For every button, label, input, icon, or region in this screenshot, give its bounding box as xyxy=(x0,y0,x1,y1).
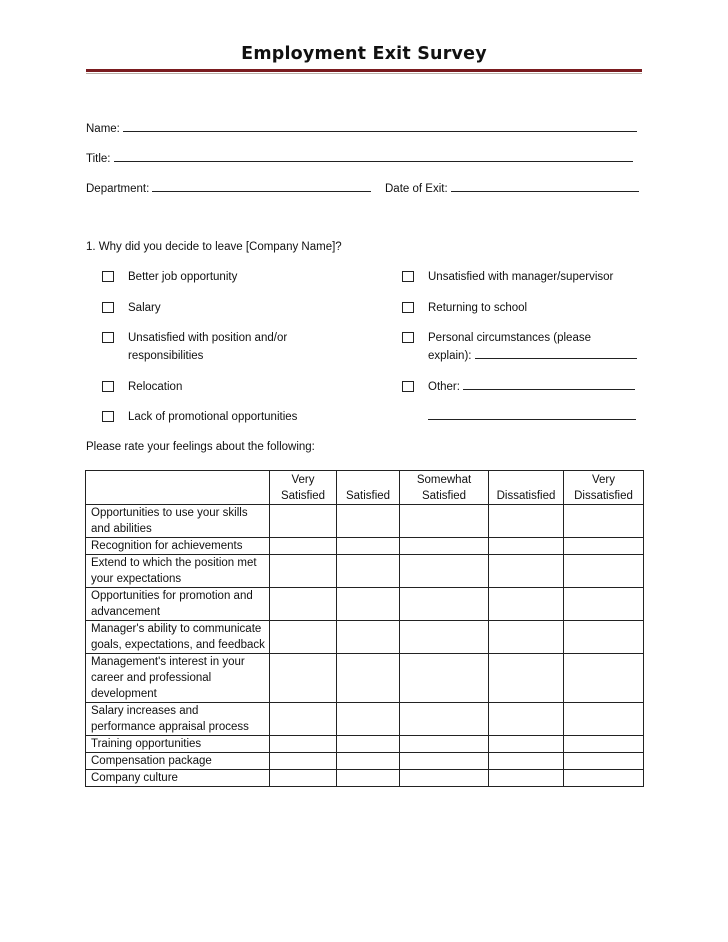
rating-cell[interactable] xyxy=(337,555,400,588)
table-row xyxy=(86,538,644,555)
rating-cell[interactable] xyxy=(564,753,644,770)
rating-cell[interactable] xyxy=(337,538,400,555)
option-salary: Salary xyxy=(128,302,161,314)
row-label: Compensation package xyxy=(86,753,270,770)
checkbox-unsatisfied-position[interactable] xyxy=(102,332,114,343)
row-label: Recognition for achievements xyxy=(86,538,270,555)
checkbox-lack-promotion[interactable] xyxy=(102,411,114,422)
option-personal-circumstances xyxy=(428,329,637,365)
department-field xyxy=(86,181,371,195)
rating-cell[interactable] xyxy=(337,654,400,703)
rating-cell[interactable] xyxy=(400,555,489,588)
rating-header-blank xyxy=(86,471,270,505)
rating-cell[interactable] xyxy=(489,736,564,753)
option-relocation: Relocation xyxy=(128,381,183,393)
rating-cell[interactable] xyxy=(400,736,489,753)
rating-cell[interactable] xyxy=(489,770,564,787)
table-row xyxy=(86,736,644,753)
rating-cell[interactable] xyxy=(489,621,564,654)
option-unsatisfied-manager: Unsatisfied with manager/supervisor xyxy=(428,271,614,283)
col-satisfied: Satisfied xyxy=(337,471,400,505)
rating-cell[interactable] xyxy=(337,505,400,538)
rating-cell[interactable] xyxy=(270,538,337,555)
checkbox-better-job[interactable] xyxy=(102,271,114,282)
title-rule xyxy=(86,69,642,72)
rating-cell[interactable] xyxy=(337,770,400,787)
option-better-job: Better job opportunity xyxy=(128,271,238,283)
option-personal-circumstances-line1: Personal circumstances (please xyxy=(428,332,591,344)
title-input-line[interactable] xyxy=(114,151,633,162)
rating-cell[interactable] xyxy=(489,703,564,736)
title-field xyxy=(86,151,633,165)
rating-cell[interactable] xyxy=(489,555,564,588)
title-rule-thin xyxy=(86,73,642,74)
option-unsatisfied-position-line1: Unsatisfied with position and/or xyxy=(128,332,288,344)
col-very-dissatisfied: Very Dissatisfied xyxy=(564,471,644,505)
department-label: Department: xyxy=(86,183,150,195)
rating-cell[interactable] xyxy=(270,588,337,621)
rating-cell[interactable] xyxy=(400,505,489,538)
option-other xyxy=(428,378,635,396)
row-label: Company culture xyxy=(86,770,270,787)
rating-cell[interactable] xyxy=(270,621,337,654)
department-input-line[interactable] xyxy=(152,181,371,192)
rating-cell[interactable] xyxy=(489,753,564,770)
rating-cell[interactable] xyxy=(337,736,400,753)
rating-cell[interactable] xyxy=(337,703,400,736)
rating-cell[interactable] xyxy=(270,703,337,736)
col-somewhat-satisfied: Somewhat Satisfied xyxy=(400,471,489,505)
option-lack-promotion: Lack of promotional opportunities xyxy=(128,411,298,423)
table-row xyxy=(86,770,644,787)
rating-cell[interactable] xyxy=(564,654,644,703)
option-unsatisfied-position-line2: responsibilities xyxy=(128,350,204,362)
rating-cell[interactable] xyxy=(489,588,564,621)
table-row xyxy=(86,505,644,538)
rating-cell[interactable] xyxy=(564,703,644,736)
name-field xyxy=(86,121,637,135)
rating-cell[interactable] xyxy=(270,555,337,588)
rating-intro: Please rate your feelings about the following: xyxy=(86,441,315,453)
row-label: Extend to which the position met your expectations xyxy=(86,555,270,588)
rating-table xyxy=(85,470,644,787)
checkbox-unsatisfied-manager[interactable] xyxy=(402,271,414,282)
name-input-line[interactable] xyxy=(123,121,637,132)
rating-cell[interactable] xyxy=(564,505,644,538)
rating-cell[interactable] xyxy=(400,753,489,770)
date-of-exit-field xyxy=(385,181,639,195)
date-of-exit-label: Date of Exit: xyxy=(385,183,448,195)
table-row xyxy=(86,621,644,654)
rating-cell[interactable] xyxy=(564,621,644,654)
row-label: Management's interest in your career and professional development xyxy=(86,654,270,703)
row-label: Salary increases and performance appraisal process xyxy=(86,703,270,736)
rating-cell[interactable] xyxy=(400,654,489,703)
rating-cell[interactable] xyxy=(564,588,644,621)
option-returning-school: Returning to school xyxy=(428,302,528,314)
rating-cell[interactable] xyxy=(270,753,337,770)
other-input-line-2[interactable] xyxy=(428,409,636,420)
date-of-exit-input-line[interactable] xyxy=(451,181,639,192)
page-title: Employment Exit Survey xyxy=(241,44,487,64)
col-very-satisfied: Very Satisfied xyxy=(270,471,337,505)
rating-cell[interactable] xyxy=(564,736,644,753)
rating-cell[interactable] xyxy=(400,588,489,621)
rating-cell[interactable] xyxy=(564,770,644,787)
row-label: Training opportunities xyxy=(86,736,270,753)
rating-cell[interactable] xyxy=(400,621,489,654)
rating-cell[interactable] xyxy=(270,736,337,753)
title-label: Title: xyxy=(86,153,111,165)
rating-cell[interactable] xyxy=(489,505,564,538)
table-row xyxy=(86,654,644,703)
option-unsatisfied-position xyxy=(128,329,287,365)
row-label: Manager's ability to communicate goals, expectations, and feedback xyxy=(86,621,270,654)
option-other-label: Other: xyxy=(428,381,460,393)
rating-cell[interactable] xyxy=(489,538,564,555)
rating-cell[interactable] xyxy=(337,588,400,621)
checkbox-returning-school[interactable] xyxy=(402,302,414,313)
col-dissatisfied: Dissatisfied xyxy=(489,471,564,505)
checkbox-salary[interactable] xyxy=(102,302,114,313)
table-row xyxy=(86,703,644,736)
rating-cell[interactable] xyxy=(400,538,489,555)
other-extra-line-wrap xyxy=(428,408,636,426)
rating-cell[interactable] xyxy=(564,555,644,588)
checkbox-relocation[interactable] xyxy=(102,381,114,392)
rating-cell[interactable] xyxy=(489,654,564,703)
rating-cell[interactable] xyxy=(564,538,644,555)
rating-cell[interactable] xyxy=(400,770,489,787)
rating-cell[interactable] xyxy=(337,621,400,654)
row-label: Opportunities to use your skills and abilities xyxy=(86,505,270,538)
row-label: Opportunities for promotion and advancement xyxy=(86,588,270,621)
rating-cell[interactable] xyxy=(270,770,337,787)
rating-cell[interactable] xyxy=(337,753,400,770)
explain-input-line[interactable] xyxy=(475,348,637,359)
table-row xyxy=(86,753,644,770)
table-row xyxy=(86,555,644,588)
name-label: Name: xyxy=(86,123,120,135)
checkbox-personal-circumstances[interactable] xyxy=(402,332,414,343)
option-personal-circumstances-line2: explain): xyxy=(428,350,472,362)
rating-header-row xyxy=(86,471,644,505)
rating-cell[interactable] xyxy=(400,703,489,736)
rating-cell[interactable] xyxy=(270,505,337,538)
rating-cell[interactable] xyxy=(270,654,337,703)
other-input-line[interactable] xyxy=(463,379,635,390)
table-row xyxy=(86,588,644,621)
checkbox-other[interactable] xyxy=(402,381,414,392)
question-1: 1. Why did you decide to leave [Company Name]? xyxy=(86,241,342,253)
